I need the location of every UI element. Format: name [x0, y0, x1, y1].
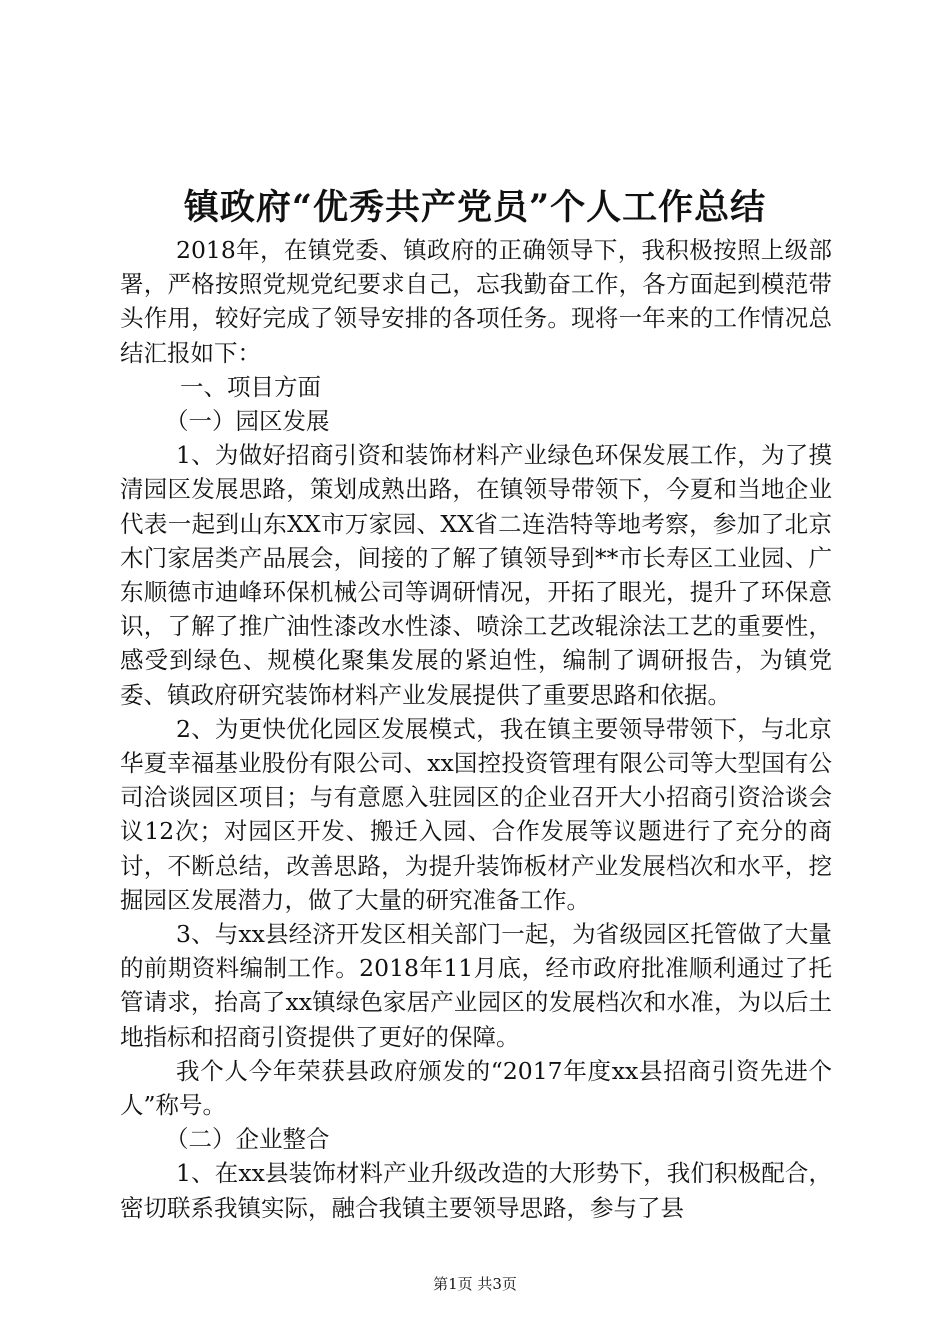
- subsection-heading-enterprise-integration: （二）企业整合: [165, 1125, 330, 1154]
- document-body: [120, 233, 832, 1225]
- paragraph-honor: 我个人今年荣获县政府颁发的“2017年度xx县招商引资先进个人”称号。: [120, 1056, 832, 1120]
- paragraph-item-1: 1、为做好招商引资和装饰材料产业绿色环保发展工作，为了摸清园区发展思路，策划成熟出路，在镇领导带领下，今夏和当地企业代表一起到山东XX市万家园、XX省二连浩特等地考察，参加了北京木门家居类产品展会，间接的了解了镇领导到**市长寿区工业园、广东顺德市迪峰环保机械公司等调研情况，开拓了眼光，提升了环保意识，了解了推广油性漆改水性漆、喷涂工艺改辊涂法工艺的重要性，感受到绿色、规模化聚集发展的紧迫性，编制了调研报告，为镇党委、镇政府研究装饰材料产业发展提供了重要思路和依据。: [120, 441, 832, 709]
- paragraph-item-2: 2、为更快优化园区发展模式，我在镇主要领导带领下，与北京华夏幸福基业股份有限公司、xx国控投资管理有限公司等大型国有公司洽谈园区项目；与有意愿入驻园区的企业召开大小招商引资洽谈会议12次；对园区开发、搬迁入园、合作发展等议题进行了充分的商讨，不断总结，改善思路，为提升装饰板材产业发展档次和水平，挖掘园区发展潜力，做了大量的研究准备工作。: [120, 714, 832, 914]
- paragraph-item-3: 3、与xx县经济开发区相关部门一起，为省级园区托管做了大量的前期资料编制工作。2018年11月底，经市政府批准顺利通过了托管请求，抬高了xx镇绿色家居产业园区的发展档次和水准，为以后土地指标和招商引资提供了更好的保障。: [120, 920, 832, 1051]
- document-title: 镇政府“优秀共产党员”个人工作总结: [183, 187, 767, 228]
- paragraph-intro: 2018年，在镇党委、镇政府的正确领导下，我积极按照上级部署，严格按照党规党纪要求自己，忘我勤奋工作，各方面起到模范带头作用，较好完成了领导安排的各项任务。现将一年来的工作情况总结汇报如下：: [120, 236, 832, 367]
- page-number-footer: 第1页 共3页: [433, 1275, 517, 1293]
- paragraph-enterprise-item-1: 1、在xx县装饰材料产业升级改造的大形势下，我们积极配合，密切联系我镇实际，融合我镇主要领导思路，参与了县: [120, 1159, 832, 1222]
- subsection-heading-park-development: （一）园区发展: [165, 407, 330, 436]
- section-heading-projects: 一、项目方面: [180, 372, 321, 401]
